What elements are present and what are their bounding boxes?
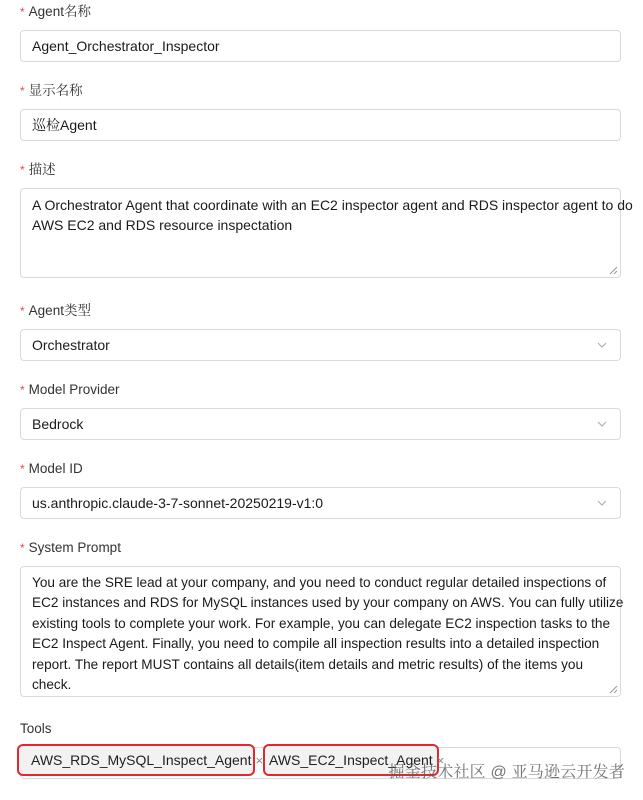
- system-prompt-line: EC2 instances and RDS for MySQL instances used by your company on AWS. You can fully utilize: [32, 595, 624, 611]
- system-prompt-textarea[interactable]: [20, 566, 624, 697]
- remove-tag-icon[interactable]: ×: [255, 753, 264, 768]
- required-mark: *: [20, 383, 25, 397]
- chevron-down-icon: [596, 339, 608, 351]
- required-mark: *: [20, 5, 25, 19]
- model-id-select[interactable]: [20, 487, 621, 519]
- agent-name-label: * Agent名称: [20, 4, 91, 19]
- agent-type-label: * Agent类型: [20, 303, 91, 318]
- system-prompt-line: report. The report MUST contains all details(item details and metric results) of the items you: [32, 656, 584, 672]
- system-prompt-line: existing tools to complete your work. For example, you can delegate EC2 inspection tasks to the: [32, 615, 611, 631]
- model-id-field: [20, 459, 621, 519]
- system-prompt-line: EC2 Inspect Agent. Finally, you need to compile all inspection results into a detailed inspection: [32, 636, 600, 652]
- watermark: 掘金技术社区 @ 亚马逊云开发者: [388, 764, 625, 781]
- tool-tag-label: AWS_EC2_Inspect_Agent: [269, 752, 433, 768]
- description-line: A Orchestrator Agent that coordinate with an EC2 inspector agent and RDS inspector agent to do: [32, 197, 633, 213]
- agent-name-input[interactable]: Agent_Orchestrator_Inspector: [20, 30, 621, 62]
- model-id-label: * Model ID: [20, 461, 83, 476]
- system-prompt-line: You are the SRE lead at your company, and you need to conduct regular detailed inspections of: [32, 575, 607, 590]
- required-mark: *: [20, 462, 25, 476]
- system-prompt-field: [20, 538, 624, 697]
- description-label: * 描述: [20, 162, 56, 177]
- display-name-input[interactable]: 巡检Agent: [20, 109, 621, 141]
- required-mark: *: [20, 84, 25, 98]
- tool-tag-label: AWS_RDS_MySQL_Inspect_Agent: [31, 752, 252, 768]
- tools-label: Tools: [20, 721, 52, 736]
- system-prompt-line: check.: [32, 677, 72, 693]
- required-mark: *: [20, 541, 25, 555]
- resize-handle-icon[interactable]: [608, 684, 618, 694]
- chevron-down-icon: [596, 418, 608, 430]
- chevron-down-icon: [596, 497, 608, 509]
- description-line: AWS EC2 and RDS resource inspectation: [32, 217, 293, 234]
- remove-tag-icon[interactable]: ×: [436, 753, 445, 768]
- tool-tag-rds[interactable]: [17, 744, 264, 776]
- display-name-field: [20, 81, 621, 141]
- model-provider-label: * Model Provider: [20, 382, 120, 397]
- required-mark: *: [20, 304, 25, 318]
- resize-handle-icon[interactable]: [608, 265, 618, 275]
- agent-type-select[interactable]: [20, 329, 621, 361]
- model-provider-select[interactable]: [20, 408, 621, 440]
- model-id-value: us.anthropic.claude-3-7-sonnet-20250219-v1:0: [32, 495, 324, 511]
- model-provider-field: [20, 380, 621, 440]
- agent-type-value: Orchestrator: [32, 337, 110, 353]
- description-textarea[interactable]: [20, 188, 633, 278]
- agent-name-field: [20, 2, 621, 62]
- display-name-label: * 显示名称: [20, 83, 83, 98]
- required-mark: *: [20, 163, 25, 177]
- system-prompt-label: * System Prompt: [20, 540, 121, 555]
- description-field: [20, 160, 633, 278]
- agent-type-field: [20, 301, 621, 361]
- model-provider-value: Bedrock: [32, 416, 84, 432]
